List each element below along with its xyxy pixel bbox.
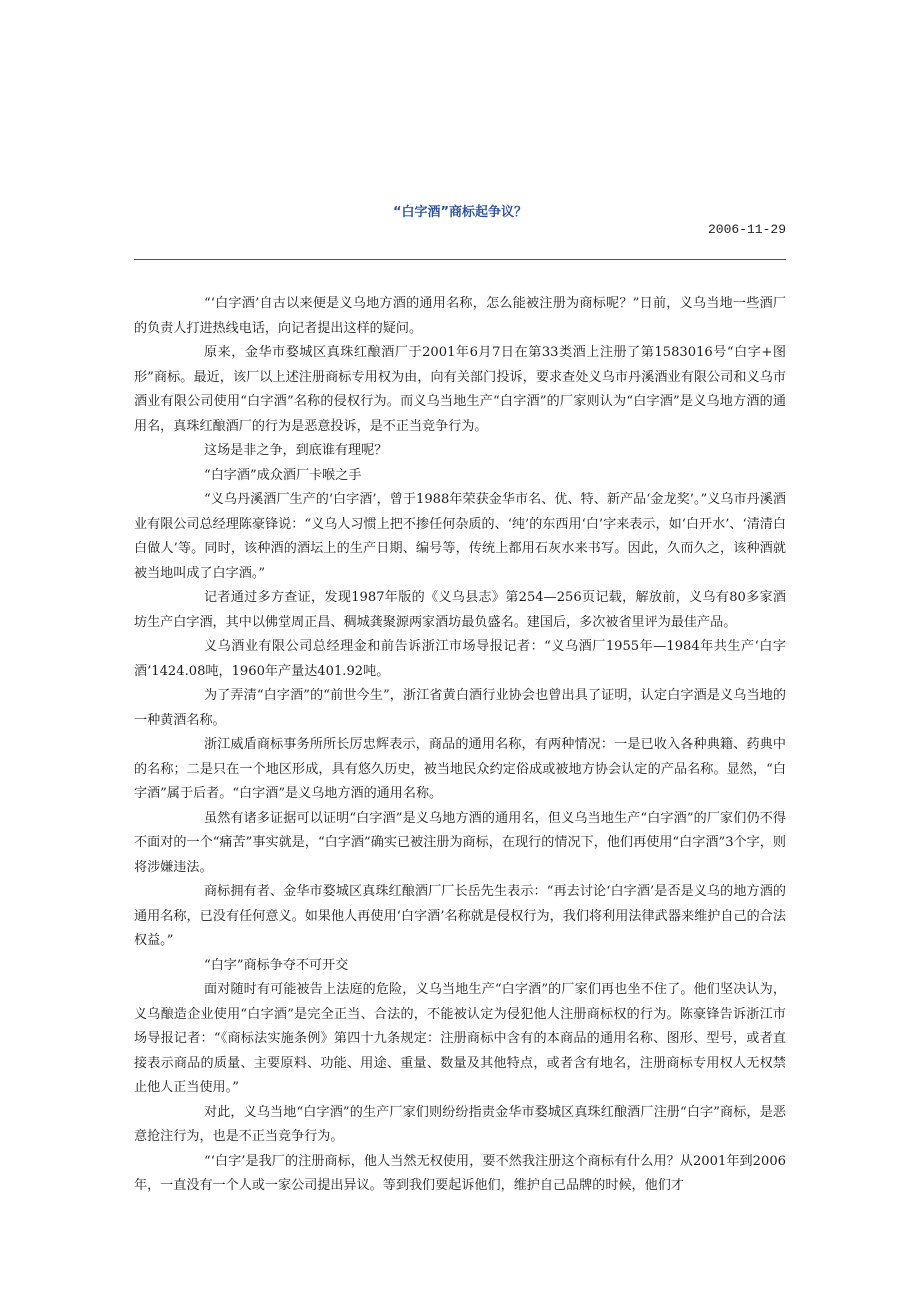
article-date: 2006-11-29 [707,222,786,237]
paragraph: 面对随时有可能被告上法庭的危险，义乌当地生产“白字酒”的厂家们再也坐不住了。他们坚决认为，义乌酿造企业使用“白字酒”是完全正当、合法的，不能被认定为侵犯他人注册商标权的行为。陈豪锋告诉浙江市场导报记者：“《商标法实施条例》第四十九条规定：注册商标中含有的本商品的通用名称、图形、型号，或者直接表示商品的质量、主要原料、功能、用途、重量、数量及其他特点，或者含有地名，注册商标专用权人无权禁止他人正当使用。” [134,982,786,1095]
header-divider [134,259,786,260]
article-body [134,292,786,1199]
paragraph: 为了弄清“白字酒”的“前世今生”，浙江省黄白酒行业协会也曾出具了证明，认定白字酒是义乌当地的一种黄酒名称。 [134,688,786,728]
paragraph: “‘白字’是我厂的注册商标，他人当然无权使用，要不然我注册这个商标有什么用？从2001年到2006年，一直没有一个人或一家公司提出异议。等到我们要起诉他们，维护自己品牌的时候，他们才 [134,1153,786,1193]
paragraph: 虽然有诸多证据可以证明“白字酒”是义乌地方酒的通用名，但义乌当地生产“白字酒”的厂家们仍不得不面对的一个“痛苦”事实就是，“白字酒”确实已被注册为商标，在现行的情况下，他们再使用“白字酒”3个字，则将涉嫌违法。 [134,810,786,875]
paragraph: 对此，义乌当地“白字酒”的生产厂家们则纷纷指责金华市婺城区真珠红酿酒厂注册“白字”商标，是恶意抢注行为，也是不正当竞争行为。 [134,1104,786,1144]
paragraph: “‘白字酒’自古以来便是义乌地方酒的通用名称，怎么能被注册为商标呢？”日前，义乌当地一些酒厂的负责人打进热线电话，向记者提出这样的疑问。 [134,296,786,336]
article-title: “白字酒”商标起争议？ [392,205,528,220]
paragraph: 记者通过多方查证，发现1987年版的《义乌县志》第254—256页记载，解放前，义乌有80多家酒坊生产白字酒，其中以佛堂周正昌、稠城龚聚源两家酒坊最负盛名。建国后，多次被省里评为最佳产品。 [134,590,786,630]
paragraph: 义乌酒业有限公司总经理金和前告诉浙江市场导报记者：“义乌酒厂1955年—1984年共生产‘白字酒’1424.08吨，1960年产量达401.92吨。 [134,639,786,679]
paragraph: 原来，金华市婺城区真珠红酿酒厂于2001年6月7日在第33类酒上注册了第1583016号“白字+图形”商标。最近，该厂以上述注册商标专用权为由，向有关部门投诉，要求查处义乌市丹溪酒业有限公司和义乌市酒业有限公司使用“白字酒”名称的侵权行为。而义乌当地生产“白字酒”的厂家则认为“白字酒”是义乌地方酒的通用名，真珠红酿酒厂的行为是恶意投诉，是不正当竞争行为。 [134,345,786,434]
paragraph: “义乌丹溪酒厂生产的‘白字酒’，曾于1988年荣获金华市名、优、特、新产品‘金龙奖’。”义乌市丹溪酒业有限公司总经理陈豪锋说：“义乌人习惯上把不掺任何杂质的、‘纯’的东西用‘白’字来表示，如‘白开水’、‘清清白白做人’等。同时，该种酒的酒坛上的生产日期、编号等，传统上都用石灰水来书写。因此，久而久之，该种酒就被当地叫成了白字酒。” [134,492,786,581]
section-heading: “白字”商标争夺不可开交 [204,957,349,973]
section-heading: “白字酒”成众酒厂卡喉之手 [204,467,362,483]
paragraph: 这场是非之争，到底谁有理呢？ [204,443,388,458]
paragraph: 浙江威盾商标事务所所长厉忠辉表示，商品的通用名称，有两种情况：一是已收入各种典籍、药典中的名称；二是只在一个地区形成，具有悠久历史，被当地民众约定俗成或被地方协会认定的产品名称。显然，“白字酒”属于后者。“白字酒”是义乌地方酒的通用名称。 [134,737,786,801]
paragraph: 商标拥有者、金华市婺城区真珠红酿酒厂厂长岳先生表示：“再去讨论‘白字酒’是否是义乌的地方酒的通用名称，已没有任何意义。如果他人再使用‘白字酒’名称就是侵权行为，我们将利用法律武器来维护自己的合法权益。” [134,884,786,948]
